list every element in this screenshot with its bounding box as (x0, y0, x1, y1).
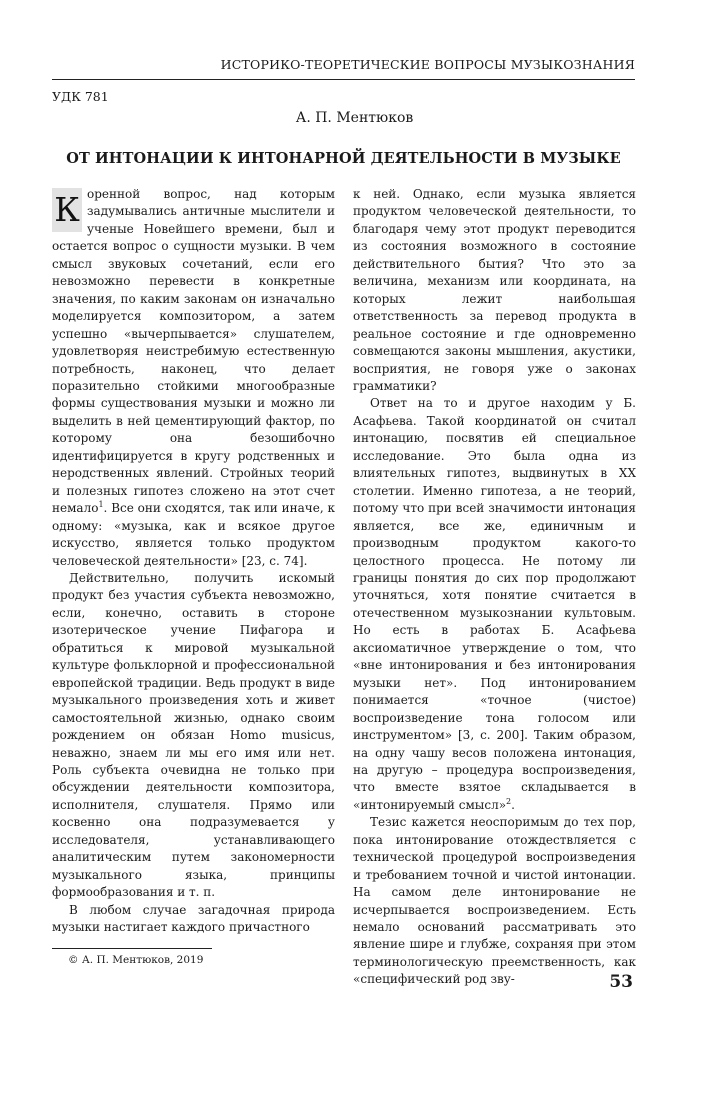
paragraph-1 (52, 186, 335, 570)
page-number: 53 (609, 972, 633, 992)
paragraph-2: Действительно, получить искомый продукт без участия субъекта невозможно, если, конечно, оставить в стороне изотерическое учение Пифагора и обратиться к мировой музыкальной культуре фольклорной и профессиональной европейской традиции. Ведь продукт в виде музыкального произведения хоть и живет самостоятельной жизнью, однако своим рождением он обязан Homo musicus, неважно, знаем ли мы его имя или нет. Роль субъекта очевидна не только при обсуждении деятельности композитора, исполнителя, слушателя. Прямо или косвенно она подразумевается у исследователя, устанавливающего аналитическим путем закономерности музыкального языка, принципы формообразования и т. п. (52, 570, 335, 900)
paragraph-3: В любом случае загадочная природа музыки настигает каждого причастного (52, 902, 335, 935)
running-header (52, 57, 635, 80)
drop-cap: К (52, 188, 82, 232)
author-name: А. П. Ментюков (295, 110, 414, 126)
paragraph-4 (353, 395, 636, 814)
footnote-ref-2[interactable]: 2 (506, 796, 512, 806)
paragraph-4-text-b: . (511, 797, 515, 812)
left-column (52, 186, 335, 936)
right-column (353, 186, 636, 989)
running-title: ИСТОРИКО-ТЕОРЕТИЧЕСКИЕ ВОПРОСЫ МУЗЫКОЗНАНИЯ (220, 57, 635, 72)
paragraph-5: Тезис кажется неоспоримым до тех пор, пока интонирование отождествляется с технической процедурой воспроизведения и требованием точной и чистой интонации. На самом деле интонирование не исчерпывается воспроизведением. Есть немало оснований рассматривать это явление шире и глубже, сохраняя при этом терминологическую преемственность, как «специфический род зву- (353, 815, 636, 987)
paragraph-3-continued: к ней. Однако, если музыка является продуктом человеческой деятельности, то благодаря чему этот продукт переводится из состояния возможного в состояние действительного бытия? Что это за величина, механизм или координата, на которых лежит наибольшая ответственность за перевод продукта в реальное состояние и где одновременно совмещаются законы мышления, акустики, восприятия, не говоря уже о законах грамматики? (353, 187, 636, 393)
paragraph-4-text-a: Ответ на то и другое находим у Б. Асафьева. Такой координатой он считал интонацию, посвятив ей специальное исследование. Это была одна из влиятельных гипотез, выдвинутых в XX столетии. Именно гипотеза, а не теорий, потому что при всей значимости интонация является, все же, единичным и производным продуктом какого-то целостного процесса. Не потому ли границы понятия до сих пор продолжают уточняться, хотя понятие считается в отечественном музыкознании культовым. Но есть в работах Б. Асафьева аксиоматичное утверждение о том, что «вне интонирования и без интонирования музыки нет». Под интонированием понимается «точное (чистое) воспроизведение тона голосом или инструментом» [3, с. 200]. Таким образом, на одну чашу весов положена интонация, на другую – процедура воспроизведения, что вместе взятое складывается в «интонируемый смысл» (353, 396, 636, 812)
footnote-ref-1[interactable]: 1 (98, 500, 104, 510)
footnote-rule (52, 948, 212, 949)
article-title: ОТ ИНТОНАЦИИ К ИНТОНАРНОЙ ДЕЯТЕЛЬНОСТИ В МУЗЫКЕ (66, 150, 621, 167)
udk-code: УДК 781 (52, 89, 109, 104)
paragraph-1-text-a: оренной вопрос, над которым задумывались античные мыслители и ученые Новейшего времени, был и остается вопрос о сущности музыки. В чем смысл звуковых сочетаний, если его невозможно перевести в конкретные значения, по каким законам он изначально моделируется композитором, а затем успешно «вычерпывается» слушателем, удовлетворяя неистребимую естественную потребность, наконец, что делает поразительно стойкими многообразные формы существования музыки и можно ли выделить в ней цементирующий фактор, по которому она безошибочно идентифицируется в кругу родственных и неродственных явлений. Стройных теорий и полезных гипотез сложено на этот счет немало (52, 187, 335, 516)
paragraph-1-text-b: . Все они сходятся, так или иначе, к одному: «музыка, как и всякое другое искусство, является только продуктом человеческой деятельности» [23, с. 74]. (52, 501, 335, 568)
copyright-notice: © А. П. Ментюков, 2019 (68, 954, 204, 966)
